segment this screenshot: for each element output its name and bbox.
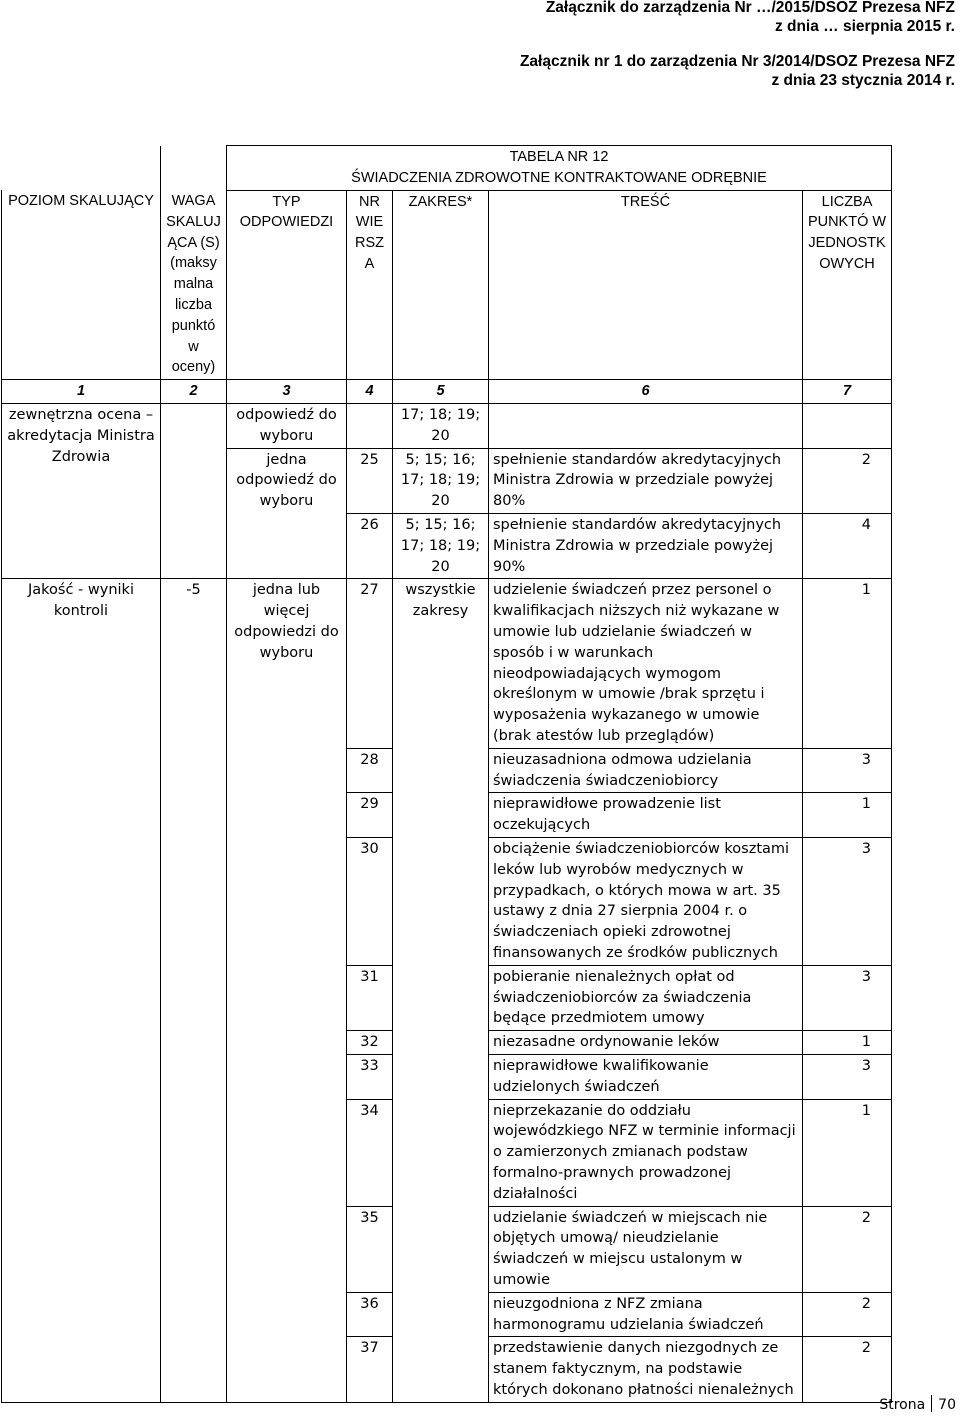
points-cell: 2: [803, 1337, 892, 1402]
content-cell: [489, 404, 803, 449]
table-row: [2, 579, 892, 748]
column-number: 3: [227, 380, 347, 404]
level-inspection: Jakość - wyniki kontroli: [2, 579, 161, 1402]
header-line: z dnia … sierpnia 2015 r.: [774, 18, 955, 35]
footer-divider: [931, 1395, 932, 1412]
points-cell: 1: [803, 1099, 892, 1206]
content-cell: niezasadne ordynowanie leków: [489, 1031, 803, 1055]
column-number-row: [2, 380, 892, 404]
question-nr: 29: [347, 793, 393, 838]
points-cell: 2: [803, 1206, 892, 1292]
points-cell: 4: [803, 514, 892, 579]
column-number: 6: [489, 380, 803, 404]
page-number: 70: [938, 1397, 956, 1413]
question-nr: 26: [347, 514, 393, 579]
points-cell: 3: [803, 838, 892, 966]
points-cell: 1: [803, 1031, 892, 1055]
content-cell: udzielanie świadczeń w miejscach nie objętych umową/ nieudzielanie świadczeń w miejscu ustalonym w umowie: [489, 1206, 803, 1292]
table-number: TABELA NR 12: [509, 149, 609, 165]
column-number: 7: [803, 380, 892, 404]
points-cell: 3: [803, 748, 892, 793]
question-nr: 35: [347, 1206, 393, 1292]
content-cell: nieprawidłowe prowadzenie list oczekujących: [489, 793, 803, 838]
range-cell: 5; 15; 16; 17; 18; 19; 20: [393, 448, 489, 513]
header-level: POZIOM SKALUJĄCY: [2, 190, 161, 380]
table-title: [227, 146, 892, 191]
question-nr: 27: [347, 579, 393, 748]
question-nr: 34: [347, 1099, 393, 1206]
range-cell: 5; 15; 16; 17; 18; 19; 20: [393, 514, 489, 579]
header-weight: WAGA SKALUJ ĄCA (S) (maksy malna liczba punktó w oceny): [161, 190, 227, 380]
level-accreditation: zewnętrzna ocena – akredytacja Ministra Zdrowia: [2, 404, 161, 579]
content-cell: nieprawidłowe kwalifikowanie udzielonych świadczeń: [489, 1054, 803, 1099]
points-cell: 1: [803, 579, 892, 748]
header-content: TREŚĆ: [489, 190, 803, 380]
answer-type: odpowiedź do wyboru: [227, 404, 347, 449]
question-nr: 30: [347, 838, 393, 966]
header-question-nr: NR WIE RSZ A: [347, 190, 393, 380]
question-nr: [347, 404, 393, 449]
column-number: 5: [393, 380, 489, 404]
attachment-header-2014: [520, 52, 955, 90]
question-nr: 25: [347, 448, 393, 513]
header-range: ZAKRES*: [393, 190, 489, 380]
question-nr: 31: [347, 965, 393, 1030]
points-cell: 2: [803, 448, 892, 513]
range-cell: 17; 18; 19; 20: [393, 404, 489, 449]
question-nr: 28: [347, 748, 393, 793]
question-nr: 33: [347, 1054, 393, 1099]
header-line: Załącznik nr 1 do zarządzenia Nr 3/2014/DSOZ Prezesa NFZ: [519, 53, 955, 70]
weight-cell: [161, 404, 227, 579]
answer-type: jedna odpowiedź do wyboru: [227, 448, 347, 579]
question-nr: 37: [347, 1337, 393, 1402]
question-nr: 36: [347, 1292, 393, 1337]
weight-cell: -5: [161, 579, 227, 1402]
range-cell: wszystkie zakresy: [393, 579, 489, 1402]
content-cell: udzielenie świadczeń przez personel o kwalifikacjach niższych niż wykazane w umowie lub udzielanie świadczeń w sposób i w warunkach nieodpowiadających wymogom określonym w umowie /brak sprzętu i wyposażenia wykazanego w umowie (brak atestów lub przeglądów): [489, 579, 803, 748]
answer-type: jedna lub więcej odpowiedzi do wyboru: [227, 579, 347, 1402]
points-cell: 3: [803, 1054, 892, 1099]
content-cell: obciążenie świadczeniobiorców kosztami leków lub wyrobów medycznych w przypadkach, o których mowa w art. 35 ustawy z dnia 27 sierpnia 2004 r. o świadczeniach opieki zdrowotnej finansowanych ze środków publicznych: [489, 838, 803, 966]
points-cell: 2: [803, 1292, 892, 1337]
table-heading: ŚWIADCZENIA ZDROWOTNE KONTRAKTOWANE ODRĘBNIE: [351, 169, 767, 186]
attachment-header-2015: [546, 0, 955, 36]
points-cell: 1: [803, 793, 892, 838]
points-cell: [803, 404, 892, 449]
page-footer: [879, 1395, 956, 1413]
page-label: Strona: [879, 1397, 926, 1413]
content-cell: spełnienie standardów akredytacyjnych Ministra Zdrowia w przedziale powyżej 80%: [489, 448, 803, 513]
content-cell: nieprzekazanie do oddziału wojewódzkiego NFZ w terminie informacji o zamierzonych zmianach podstaw formalno-prawnych prowadzonej działalności: [489, 1099, 803, 1206]
points-cell: 3: [803, 965, 892, 1030]
scoring-table: [1, 145, 892, 1403]
column-number: 1: [2, 380, 161, 404]
column-number: 4: [347, 380, 393, 404]
header-points: LICZBA PUNKTÓ W JEDNOSTK OWYCH: [803, 190, 892, 380]
column-number: 2: [161, 380, 227, 404]
header-line: Załącznik do zarządzenia Nr …/2015/DSOZ Prezesa NFZ: [545, 0, 955, 16]
header-type: TYP ODPOWIEDZI: [227, 190, 347, 380]
content-cell: przedstawienie danych niezgodnych ze stanem faktycznym, na podstawie których dokonano płatności nienależnych: [489, 1337, 803, 1402]
content-cell: spełnienie standardów akredytacyjnych Ministra Zdrowia w przedziale powyżej 90%: [489, 514, 803, 579]
content-cell: pobieranie nienależnych opłat od świadczeniobiorców za świadczenia będące przedmiotem umowy: [489, 965, 803, 1030]
header-line: z dnia 23 stycznia 2014 r.: [771, 72, 955, 89]
content-cell: nieuzasadniona odmowa udzielania świadczenia świadczeniobiorcy: [489, 748, 803, 793]
question-nr: 32: [347, 1031, 393, 1055]
content-cell: nieuzgodniona z NFZ zmiana harmonogramu udzielania świadczeń: [489, 1292, 803, 1337]
table-row: [2, 404, 892, 449]
